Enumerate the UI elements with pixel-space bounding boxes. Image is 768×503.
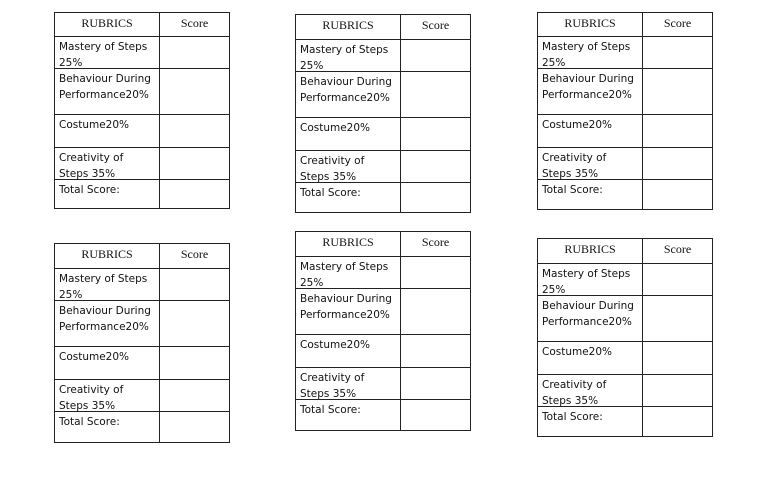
criterion-creativity: Creativity of Steps 35%: [538, 148, 643, 179]
criterion-total: Total Score:: [296, 400, 401, 430]
rubric-row-behaviour: [538, 68, 712, 114]
criterion-creativity: Creativity of Steps 35%: [55, 380, 160, 411]
criterion-costume: Costume20%: [296, 118, 401, 150]
rubric-table-bottom-middle: [295, 231, 471, 431]
score-cell-total[interactable]: [160, 180, 229, 208]
criterion-costume: Costume20%: [538, 115, 643, 147]
criterion-costume: Costume20%: [296, 335, 401, 367]
rubric-row-mastery: [55, 268, 229, 300]
score-cell-creativity[interactable]: [160, 148, 229, 179]
rubrics-header: RUBRICS: [538, 239, 643, 263]
score-cell-total[interactable]: [160, 412, 229, 442]
rubric-row-creativity: [296, 150, 470, 182]
rubric-row-costume: [296, 117, 470, 150]
criterion-behaviour: Behaviour During Performance20%: [55, 69, 160, 114]
criterion-mastery: Mastery of Steps 25%: [296, 257, 401, 288]
score-cell-creativity[interactable]: [643, 375, 712, 406]
criterion-total: Total Score:: [538, 407, 643, 436]
score-cell-mastery[interactable]: [643, 37, 712, 68]
criterion-mastery: Mastery of Steps 25%: [55, 269, 160, 300]
rubric-row-costume: [538, 341, 712, 374]
criterion-behaviour: Behaviour During Performance20%: [296, 72, 401, 117]
rubric-row-total: [55, 411, 229, 442]
score-cell-total[interactable]: [643, 407, 712, 436]
criterion-costume: Costume20%: [55, 347, 160, 379]
rubric-row-behaviour: [296, 71, 470, 117]
score-cell-costume[interactable]: [401, 118, 470, 150]
rubric-row-mastery: [296, 256, 470, 288]
score-cell-costume[interactable]: [160, 115, 229, 147]
criterion-total: Total Score:: [296, 183, 401, 212]
score-cell-behaviour[interactable]: [643, 296, 712, 341]
rubrics-header: RUBRICS: [296, 15, 401, 39]
rubric-header-row: [55, 244, 229, 268]
score-cell-mastery[interactable]: [401, 40, 470, 71]
rubric-header-row: [538, 13, 712, 36]
score-cell-behaviour[interactable]: [643, 69, 712, 114]
criterion-mastery: Mastery of Steps 25%: [55, 37, 160, 68]
score-cell-behaviour[interactable]: [160, 69, 229, 114]
rubric-row-total: [538, 406, 712, 436]
rubric-table-top-right: [537, 12, 713, 210]
rubric-row-costume: [55, 114, 229, 147]
criterion-creativity: Creativity of Steps 35%: [55, 148, 160, 179]
score-cell-behaviour[interactable]: [401, 72, 470, 117]
criterion-mastery: Mastery of Steps 25%: [538, 37, 643, 68]
score-cell-mastery[interactable]: [160, 269, 229, 300]
rubric-row-creativity: [55, 379, 229, 411]
rubric-row-creativity: [538, 374, 712, 406]
score-header: Score: [421, 18, 450, 32]
score-cell-total[interactable]: [401, 400, 470, 430]
score-cell-mastery[interactable]: [643, 264, 712, 295]
rubric-header-row: [538, 239, 712, 263]
score-header: Score: [663, 242, 692, 256]
criterion-behaviour: Behaviour During Performance20%: [538, 69, 643, 114]
criterion-creativity: Creativity of Steps 35%: [296, 368, 401, 399]
rubric-row-mastery: [538, 263, 712, 295]
score-cell-costume[interactable]: [401, 335, 470, 367]
rubric-row-creativity: [55, 147, 229, 179]
criterion-costume: Costume20%: [538, 342, 643, 374]
rubric-header-row: [296, 15, 470, 39]
score-cell-total[interactable]: [401, 183, 470, 212]
rubric-row-costume: [296, 334, 470, 367]
criterion-behaviour: Behaviour During Performance20%: [55, 301, 160, 346]
rubric-row-costume: [538, 114, 712, 147]
rubric-row-mastery: [296, 39, 470, 71]
score-cell-creativity[interactable]: [401, 368, 470, 399]
criterion-costume: Costume20%: [55, 115, 160, 147]
rubric-row-total: [296, 399, 470, 430]
rubric-table-top-left: [54, 12, 230, 209]
score-cell-creativity[interactable]: [160, 380, 229, 411]
rubric-row-creativity: [296, 367, 470, 399]
criterion-creativity: Creativity of Steps 35%: [296, 151, 401, 182]
criterion-total: Total Score:: [55, 180, 160, 208]
rubric-row-mastery: [538, 36, 712, 68]
rubric-table-top-middle: [295, 14, 471, 213]
rubric-row-behaviour: [538, 295, 712, 341]
score-cell-costume[interactable]: [643, 342, 712, 374]
score-cell-behaviour[interactable]: [401, 289, 470, 334]
rubric-row-total: [538, 179, 712, 209]
criterion-behaviour: Behaviour During Performance20%: [296, 289, 401, 334]
rubric-row-behaviour: [55, 300, 229, 346]
score-cell-behaviour[interactable]: [160, 301, 229, 346]
rubric-row-total: [296, 182, 470, 212]
score-cell-total[interactable]: [643, 180, 712, 209]
rubrics-header: RUBRICS: [538, 13, 643, 36]
criterion-mastery: Mastery of Steps 25%: [296, 40, 401, 71]
rubric-row-behaviour: [55, 68, 229, 114]
rubric-row-behaviour: [296, 288, 470, 334]
criterion-creativity: Creativity of Steps 35%: [538, 375, 643, 406]
score-cell-costume[interactable]: [643, 115, 712, 147]
rubric-table-bottom-right: [537, 238, 713, 437]
score-cell-creativity[interactable]: [643, 148, 712, 179]
rubrics-header: RUBRICS: [55, 244, 160, 268]
score-header: Score: [421, 235, 450, 249]
score-cell-creativity[interactable]: [401, 151, 470, 182]
rubric-row-total: [55, 179, 229, 208]
rubric-header-row: [55, 13, 229, 36]
criterion-mastery: Mastery of Steps 25%: [538, 264, 643, 295]
criterion-total: Total Score:: [538, 180, 643, 209]
score-cell-mastery[interactable]: [401, 257, 470, 288]
score-header: Score: [180, 247, 209, 261]
rubric-header-row: [296, 232, 470, 256]
rubric-row-creativity: [538, 147, 712, 179]
rubric-row-costume: [55, 346, 229, 379]
score-cell-costume[interactable]: [160, 347, 229, 379]
rubrics-header: RUBRICS: [55, 13, 160, 36]
score-header: Score: [663, 16, 692, 30]
rubric-table-bottom-left: [54, 243, 230, 443]
score-header: Score: [180, 16, 209, 30]
rubrics-header: RUBRICS: [296, 232, 401, 256]
score-cell-mastery[interactable]: [160, 37, 229, 68]
rubric-row-mastery: [55, 36, 229, 68]
criterion-behaviour: Behaviour During Performance20%: [538, 296, 643, 341]
criterion-total: Total Score:: [55, 412, 160, 442]
